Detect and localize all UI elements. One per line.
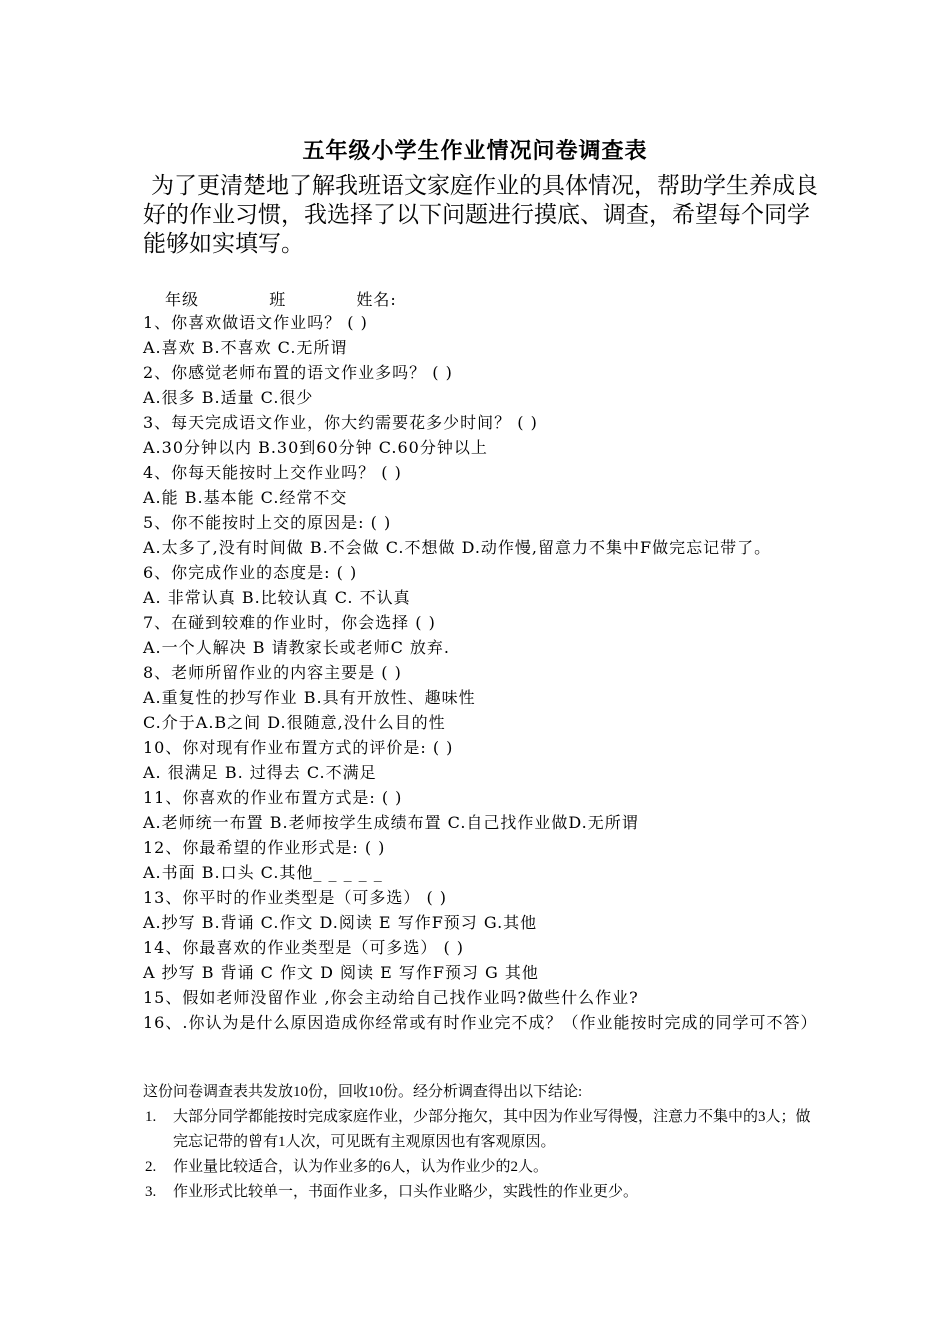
question-line: 3、每天完成语文作业，你大约需要花多少时间？ ( ) bbox=[143, 413, 538, 432]
question-line: 6、你完成作业的态度是: ( ) bbox=[143, 563, 358, 582]
question-line: 5、你不能按时上交的原因是: ( ) bbox=[143, 513, 392, 532]
conclusion-item bbox=[143, 1105, 823, 1155]
question-line: 14、你最喜欢的作业类型是（可多选） ( ) bbox=[143, 938, 465, 957]
question-line: 15、假如老师没留作业 ,你会主动给自己找作业吗?做些什么作业? bbox=[143, 988, 639, 1007]
question-list bbox=[143, 310, 818, 1035]
conclusion-number: 1. bbox=[145, 1109, 157, 1125]
option-line: A.抄写 B.背诵 C.作文 D.阅读 E 写作F预习 G.其他 bbox=[143, 913, 538, 932]
grade-label: 年级 bbox=[165, 290, 200, 309]
conclusion-number: 3. bbox=[145, 1184, 157, 1200]
option-line: A.老师统一布置 B.老师按学生成绩布置 C.自己找作业做D.无所谓 bbox=[143, 813, 639, 832]
question-line: 2、你感觉老师布置的语文作业多吗？ ( ) bbox=[143, 363, 453, 382]
page-title: 五年级小学生作业情况问卷调查表 bbox=[302, 138, 648, 164]
conclusion-text: 大部分同学都能按时完成家庭作业，少部分拖欠，其中因为作业写得慢，注意力不集中的3人；做完忘记带的曾有1人次，可见既有主观原因也有客观原因。 bbox=[173, 1109, 811, 1150]
option-line: A.一个人解决 B 请教家长或老师C 放弃. bbox=[143, 638, 450, 657]
conclusion-intro: 这份问卷调查表共发放10份，回收10份。经分析调查得出以下结论: bbox=[143, 1084, 583, 1100]
option-line: A.30分钟以内 B.30到60分钟 C.60分钟以上 bbox=[143, 438, 488, 457]
question-line: 12、你最希望的作业形式是: ( ) bbox=[143, 838, 386, 857]
option-line: A.书面 B.口头 C.其他_ _ _ _ _ bbox=[143, 863, 383, 882]
option-line: A.能 B.基本能 C.经常不交 bbox=[143, 488, 348, 507]
question-line: 8、老师所留作业的内容主要是 ( ) bbox=[143, 663, 402, 682]
question-line: 4、你每天能按时上交作业吗？ ( ) bbox=[143, 463, 402, 482]
conclusion-text: 作业形式比较单一，书面作业多，口头作业略少，实践性的作业更少。 bbox=[173, 1184, 639, 1200]
conclusion-section bbox=[143, 1080, 823, 1205]
question-line: 11、你喜欢的作业布置方式是: ( ) bbox=[143, 788, 403, 807]
question-line: 13、你平时的作业类型是（可多选） ( ) bbox=[143, 888, 448, 907]
question-line: 16、.你认为是什么原因造成你经常或有时作业完不成？（作业能按时完成的同学可不答） bbox=[143, 1013, 818, 1032]
option-line: A.很多 B.适量 C.很少 bbox=[143, 388, 314, 407]
question-line: 7、在碰到较难的作业时，你会选择 ( ) bbox=[143, 613, 436, 632]
class-label: 班 bbox=[269, 290, 287, 309]
conclusion-number: 2. bbox=[145, 1159, 157, 1175]
option-line: A.太多了,没有时间做 B.不会做 C.不想做 D.动作慢,留意力不集中F做完忘记带了。 bbox=[143, 538, 772, 557]
question-line: 10、你对现有作业布置方式的评价是: ( ) bbox=[143, 738, 454, 757]
student-info-line bbox=[165, 287, 397, 310]
option-line: C.介于A.B之间 D.很随意,没什么目的性 bbox=[143, 713, 446, 732]
option-line: A. 很满足 B. 过得去 C.不满足 bbox=[143, 763, 377, 782]
question-line: 1、你喜欢做语文作业吗？ ( ) bbox=[143, 313, 368, 332]
conclusion-text: 作业量比较适合，认为作业多的6人，认为作业少的2人。 bbox=[173, 1159, 549, 1175]
option-line: A.重复性的抄写作业 B.具有开放性、趣味性 bbox=[143, 688, 476, 707]
option-line: A 抄写 B 背诵 C 作文 D 阅读 E 写作F预习 G 其他 bbox=[143, 963, 539, 982]
conclusion-item bbox=[143, 1180, 823, 1205]
intro-paragraph: 为了更清楚地了解我班语文家庭作业的具体情况，帮助学生养成良好的作业习惯，我选择了以下问题进行摸底、调查，希望每个同学能够如实填写。 bbox=[143, 173, 818, 257]
conclusion-item bbox=[143, 1155, 823, 1180]
option-line: A. 非常认真 B.比较认真 C. 不认真 bbox=[143, 588, 411, 607]
name-label: 姓名: bbox=[356, 290, 397, 309]
option-line: A.喜欢 B.不喜欢 C.无所谓 bbox=[143, 338, 348, 357]
